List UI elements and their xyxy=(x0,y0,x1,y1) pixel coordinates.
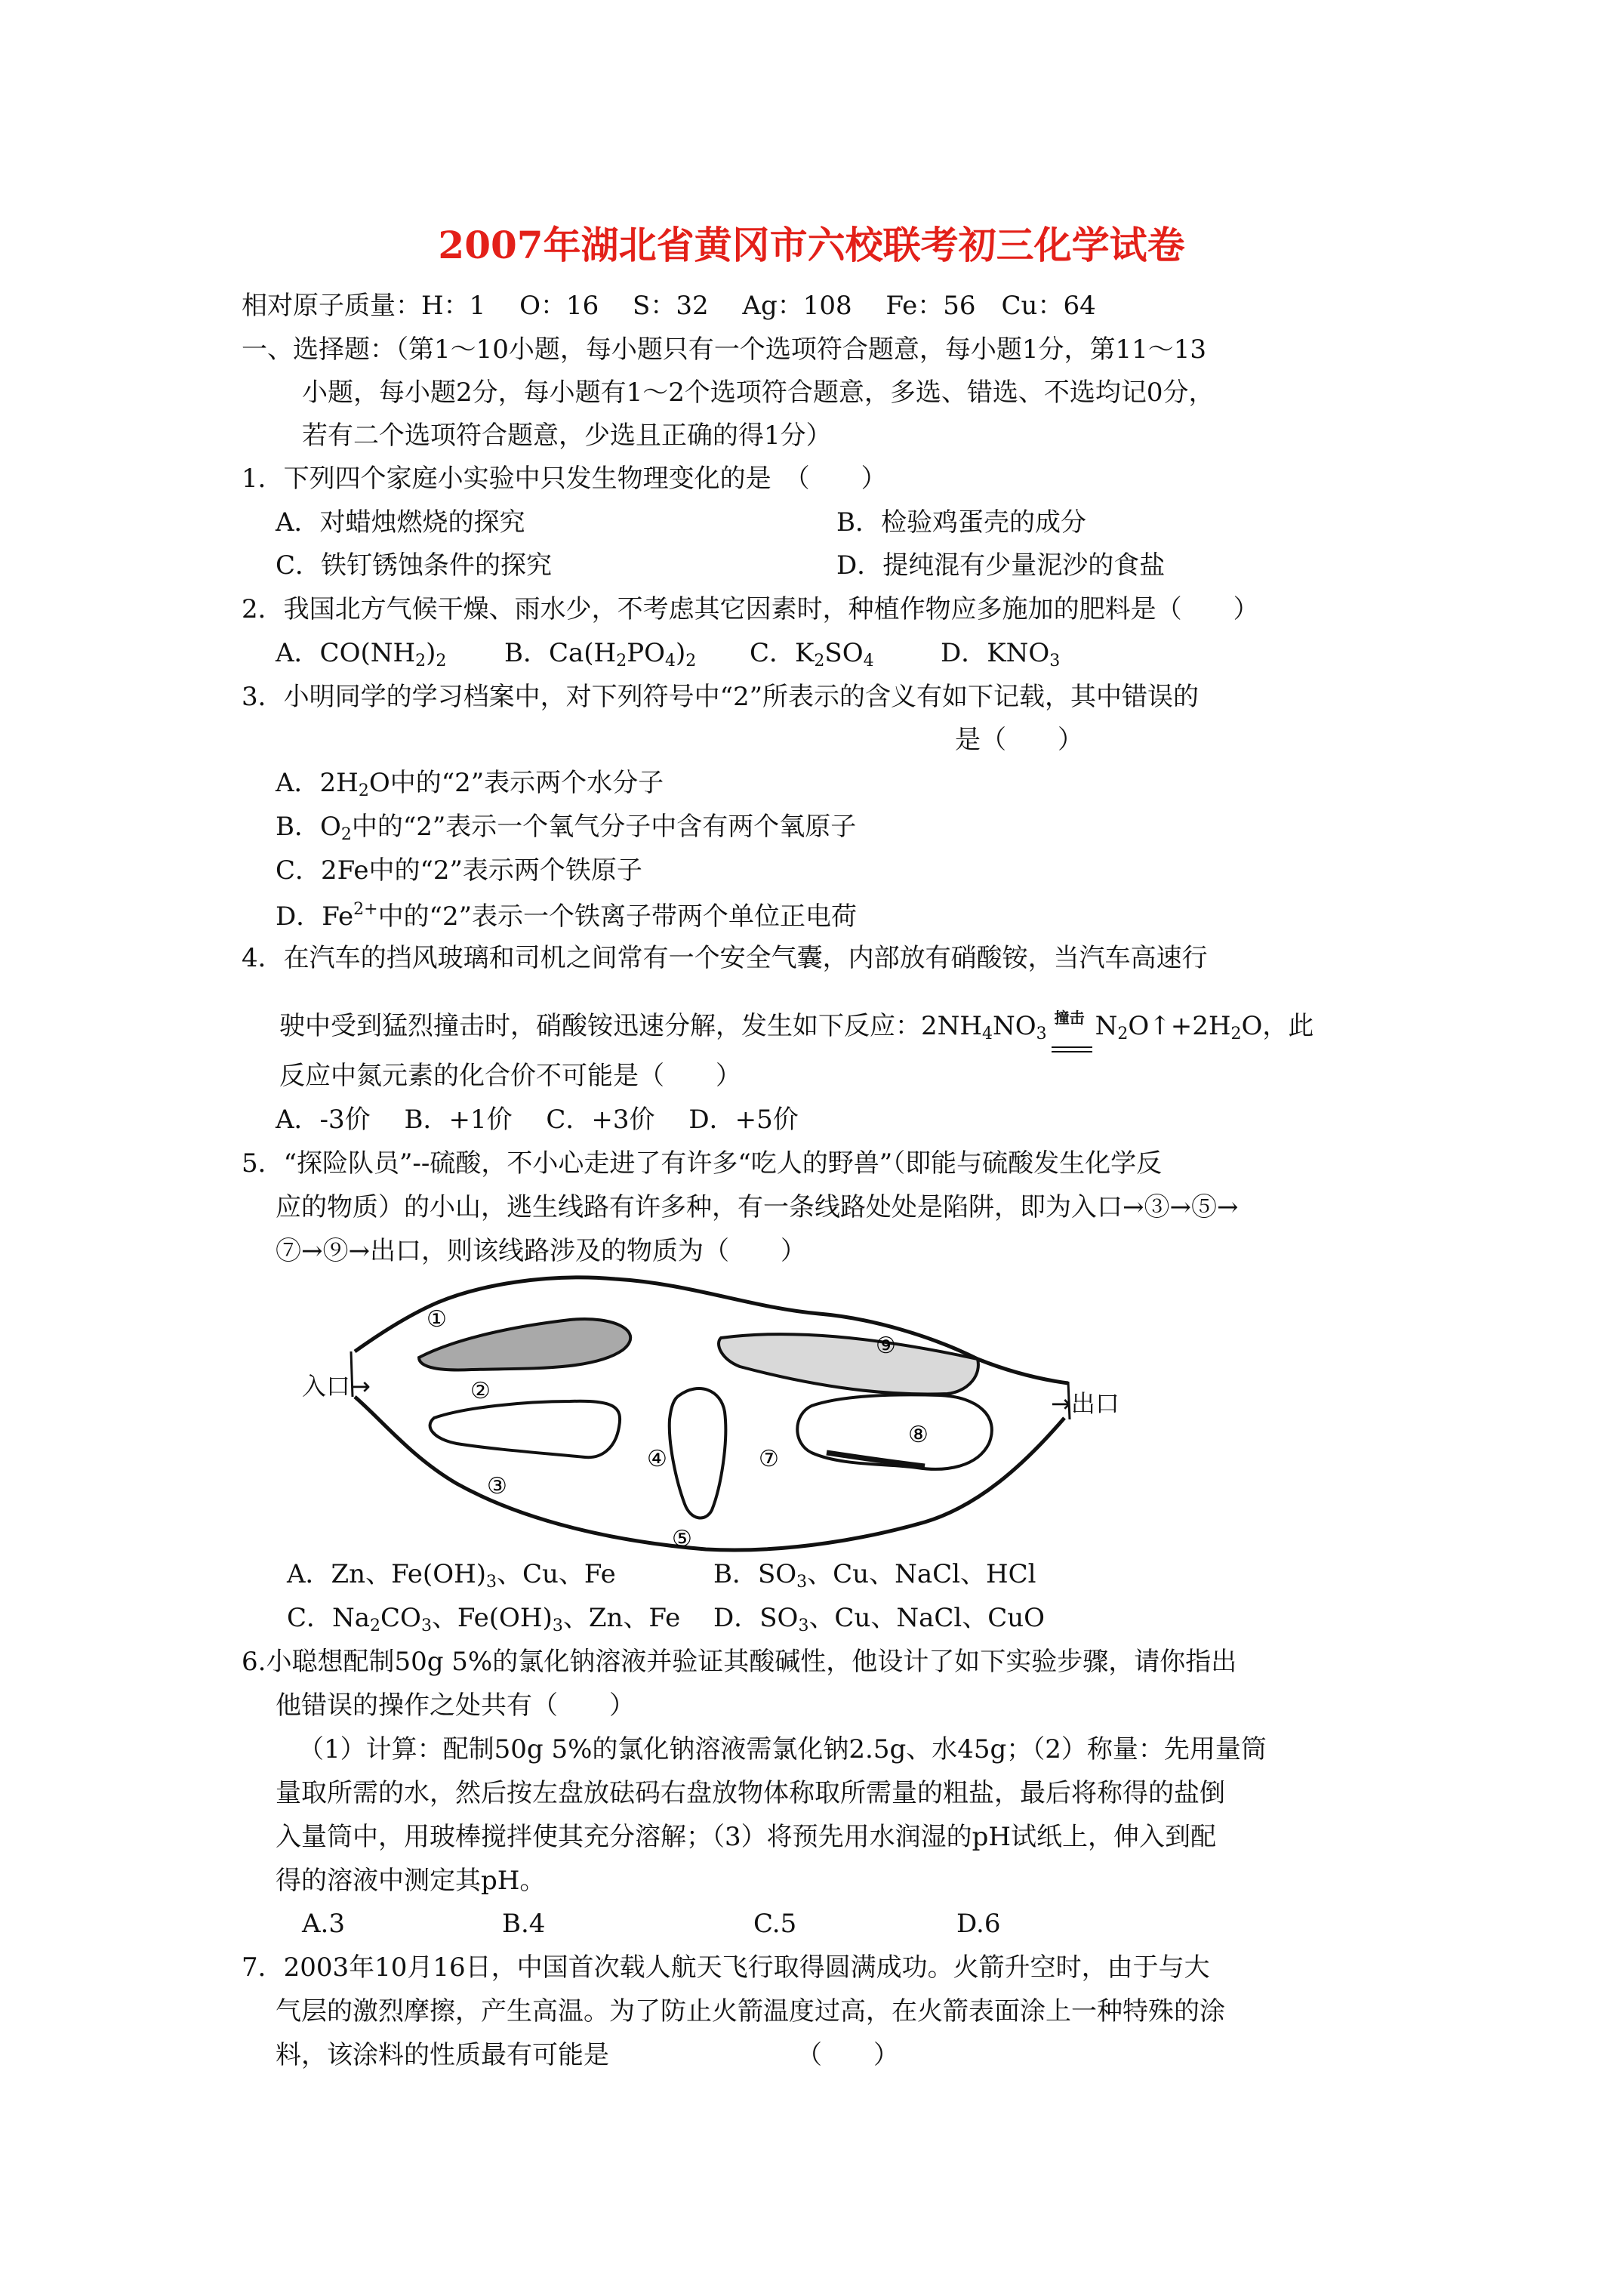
q3-stem-line-2: 是（ ） xyxy=(955,725,1083,755)
q6-steps-line-1: （1）计算：配制50g 5%的氯化钠溶液需氯化钠2.5g、水45g；（2）称量：先用量筒 xyxy=(298,1734,1267,1764)
maze-node-9: ⑨ xyxy=(876,1333,896,1359)
q7-stem-line-2: 气层的激烈摩擦，产生高温。为了防止火箭温度过高，在火箭表面涂上一种特殊的涂 xyxy=(276,1996,1225,2026)
maze-exit-label: →出口 xyxy=(1051,1389,1119,1418)
q5-option-c: C．$Na_2CO_3$、$Fe(OH)_3$、Zn、Fe xyxy=(287,1603,681,1635)
q4-stem-line-3: 反应中氮元素的化合价不可能是（ ） xyxy=(279,1061,741,1091)
maze-node-8: ⑧ xyxy=(908,1422,929,1448)
q5-option-d: D．$SO_3$、Cu、NaCl、CuO xyxy=(713,1603,1046,1635)
q4-stem-line-2: 驶中受到猛烈撞击时，硝酸铵迅速分解，发生如下反应：$2NH_4NO_3$ 撞击 $N_2O↑+2H_2O$，此 xyxy=(279,1013,1313,1043)
q1-option-b: B．检验鸡蛋壳的成分 xyxy=(836,507,1086,538)
maze-node-3: ③ xyxy=(487,1473,507,1499)
q7-stem-line-3: 料，该涂料的性质最有可能是 xyxy=(276,2040,609,2070)
q2-option-d: D．$KNO_3$ xyxy=(941,638,1061,670)
q1-option-d: D．提纯混有少量泥沙的食盐 xyxy=(836,550,1166,581)
q3-option-d: D．$Fe^{2+}$中的“2”表示一个铁离子带两个单位正电荷 xyxy=(276,900,857,932)
maze-node-1: ① xyxy=(427,1306,447,1333)
q2-option-c: C．$K_2SO_4$ xyxy=(750,638,874,670)
q3-option-a: A．$2H_2O$中的“2”表示两个水分子 xyxy=(276,768,664,800)
q2-option-b: B．$Ca(H_2PO_4)_2$ xyxy=(504,638,697,670)
q7-answer-paren: （ ） xyxy=(796,2040,899,2070)
section-heading-line-3: 若有二个选项符合题意，少选且正确的得1分） xyxy=(302,421,832,451)
q6-option-a: A.3 xyxy=(302,1909,345,1939)
q7-stem-line-1: 7．2003年10月16日，中国首次载人航天飞行取得圆满成功。火箭升空时，由于与大 xyxy=(242,1952,1210,1983)
q5-option-b: B．$SO_3$、Cu、NaCl、HCl xyxy=(713,1559,1036,1592)
q6-stem-line-1: 6.小聪想配制50g 5%的氯化钠溶液并验证其酸碱性，他设计了如下实验步骤，请你指出 xyxy=(242,1647,1237,1677)
q6-option-b: B.4 xyxy=(502,1909,546,1939)
maze-node-2: ② xyxy=(470,1378,491,1404)
q6-option-d: D.6 xyxy=(956,1909,1001,1939)
q1-option-c: C．铁钉锈蚀条件的探究 xyxy=(276,550,553,581)
q3-option-c: C．2Fe中的“2”表示两个铁原子 xyxy=(276,855,642,886)
page-title: 2007年湖北省黄冈市六校联考初三化学试卷 xyxy=(438,223,1185,267)
q6-stem-line-2: 他错误的操作之处共有（ ） xyxy=(276,1690,635,1721)
q4-stem-line-1: 4．在汽车的挡风玻璃和司机之间常有一个安全气囊，内部放有硝酸铵，当汽车高速行 xyxy=(242,943,1208,973)
q3-option-b: B．$O_2$中的“2”表示一个氧气分子中含有两个氧原子 xyxy=(276,812,857,844)
q5-stem-line-1: 5．“探险队员”--硫酸，不小心走进了有许多“吃人的野兽”（即能与硫酸发生化学反 xyxy=(242,1148,1163,1179)
q1-stem: 1．下列四个家庭小实验中只发生物理变化的是 （ ） xyxy=(242,464,887,494)
reaction-condition-label: 撞击 xyxy=(1054,1009,1085,1027)
q6-steps-line-4: 得的溶液中测定其pH。 xyxy=(276,1866,546,1896)
atomic-mass-line: 相对原子质量：H：1 O：16 S：32 Ag：108 Fe：56 Cu：64 xyxy=(242,291,1096,321)
maze-node-5: ⑤ xyxy=(672,1526,692,1552)
q5-option-a: A．Zn、$Fe(OH)_3$、Cu、Fe xyxy=(287,1559,616,1592)
q3-stem-line-1: 3．小明同学的学习档案中，对下列符号中“2”所表示的含义有如下记载，其中错误的 xyxy=(242,682,1200,712)
q2-option-a: A．$CO(NH_2)_2$ xyxy=(276,638,447,670)
q5-stem-line-3: ⑦→⑨→出口，则该线路涉及的物质为（ ） xyxy=(276,1236,806,1266)
maze-entrance-label: 入口→ xyxy=(302,1372,371,1401)
q1-option-a: A．对蜡烛燃烧的探究 xyxy=(276,507,525,538)
q5-stem-line-2: 应的物质）的小山，逃生线路有许多种，有一条线路处处是陷阱，即为入口→③→⑤→ xyxy=(276,1192,1239,1222)
q6-option-c: C.5 xyxy=(753,1909,797,1939)
q4-options: A．-3价 B．+1价 C．+3价 D．+5价 xyxy=(276,1105,799,1135)
section-heading-line-1: 一、选择题：（第1～10小题，每小题只有一个选项符合题意，每小题1分，第11～13 xyxy=(242,334,1207,365)
section-heading-line-2: 小题，每小题2分，每小题有1～2个选项符合题意，多选、错选、不选均记0分， xyxy=(302,378,1215,408)
maze-node-4: ④ xyxy=(647,1446,667,1472)
q6-steps-line-2: 量取所需的水，然后按左盘放砝码右盘放物体称取所需量的粗盐，最后将称得的盐倒 xyxy=(276,1778,1225,1808)
q6-steps-line-3: 入量筒中，用玻棒搅拌使其充分溶解；（3）将预先用水润湿的pH试纸上，伸入到配 xyxy=(276,1822,1217,1852)
maze-node-7: ⑦ xyxy=(759,1446,779,1472)
q2-stem: 2．我国北方气候干燥、雨水少，不考虑其它因素时，种植作物应多施加的肥料是（ ） xyxy=(242,594,1259,624)
